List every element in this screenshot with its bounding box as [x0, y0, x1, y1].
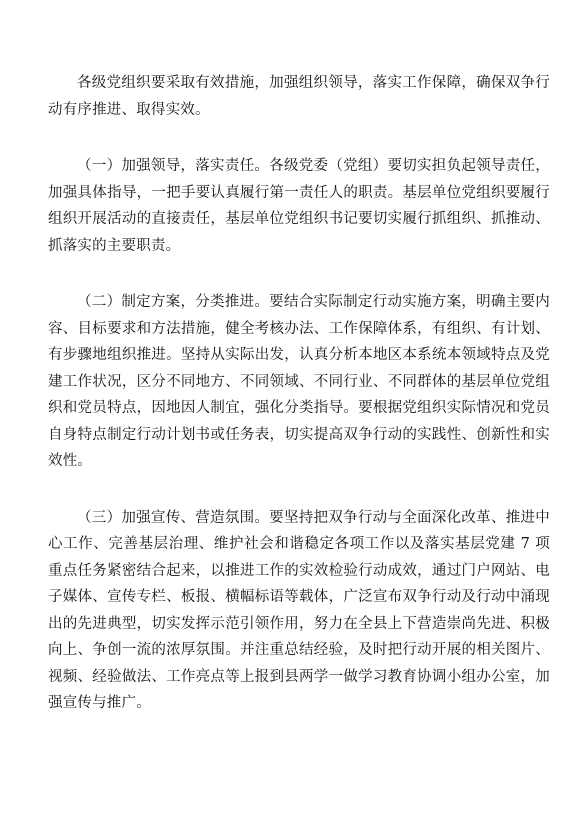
document-body: [48, 70, 550, 747]
section-leadership-paragraph: （一）加强领导，落实责任。各级党委（党组）要切实担负起领导责任，加强具体指导，一把手要认真履行第一责任人的职责。基层单位党组织要履行组织开展活动的直接责任，基层单位党组织书记要切实履行抓组织、抓推动、抓落实的主要职责。: [48, 158, 550, 254]
section-plan-paragraph: （二）制定方案，分类推进。要结合实际制定行动实施方案，明确主要内容、目标要求和方法措施，健全考核办法、工作保障体系，有组织、有计划、有步骤地组织推进。坚持从实际出发，认真分析本地区本系统本领域特点及党建工作状况，区分不同地方、不同领域、不同行业、不同群体的基层单位党组织和党员特点，因地因人制宜，强化分类指导。要根据党组织实际情况和党员自身特点制定行动计划书或任务表，切实提高双争行动的实践性、创新性和实效性。: [48, 294, 550, 469]
section-publicity-paragraph: （三）加强宣传、营造氛围。要坚持把双争行动与全面深化改革、推进中心工作、完善基层治理、维护社会和谐稳定各项工作以及落实基层党建 7 项重点任务紧密结合起来，以推进工作的实效检验行动成效，通过门户网站、电子媒体、宣传专栏、板报、横幅标语等载体，广泛宣布双争行动及行动中涌现出的先进典型，切实发挥示范引领作用，努力在全县上下营造崇尚先进、积极向上、争创一流的浓厚氛围。并注重总结经验，及时把行动开展的相关图片、视频、经验做法、工作亮点等上报到县两学一做学习教育协调小组办公室，加强宣传与推广。: [48, 509, 550, 711]
intro-paragraph: 各级党组织要采取有效措施，加强组织领导，落实工作保障，确保双争行动有序推进、取得实效。: [48, 75, 550, 118]
